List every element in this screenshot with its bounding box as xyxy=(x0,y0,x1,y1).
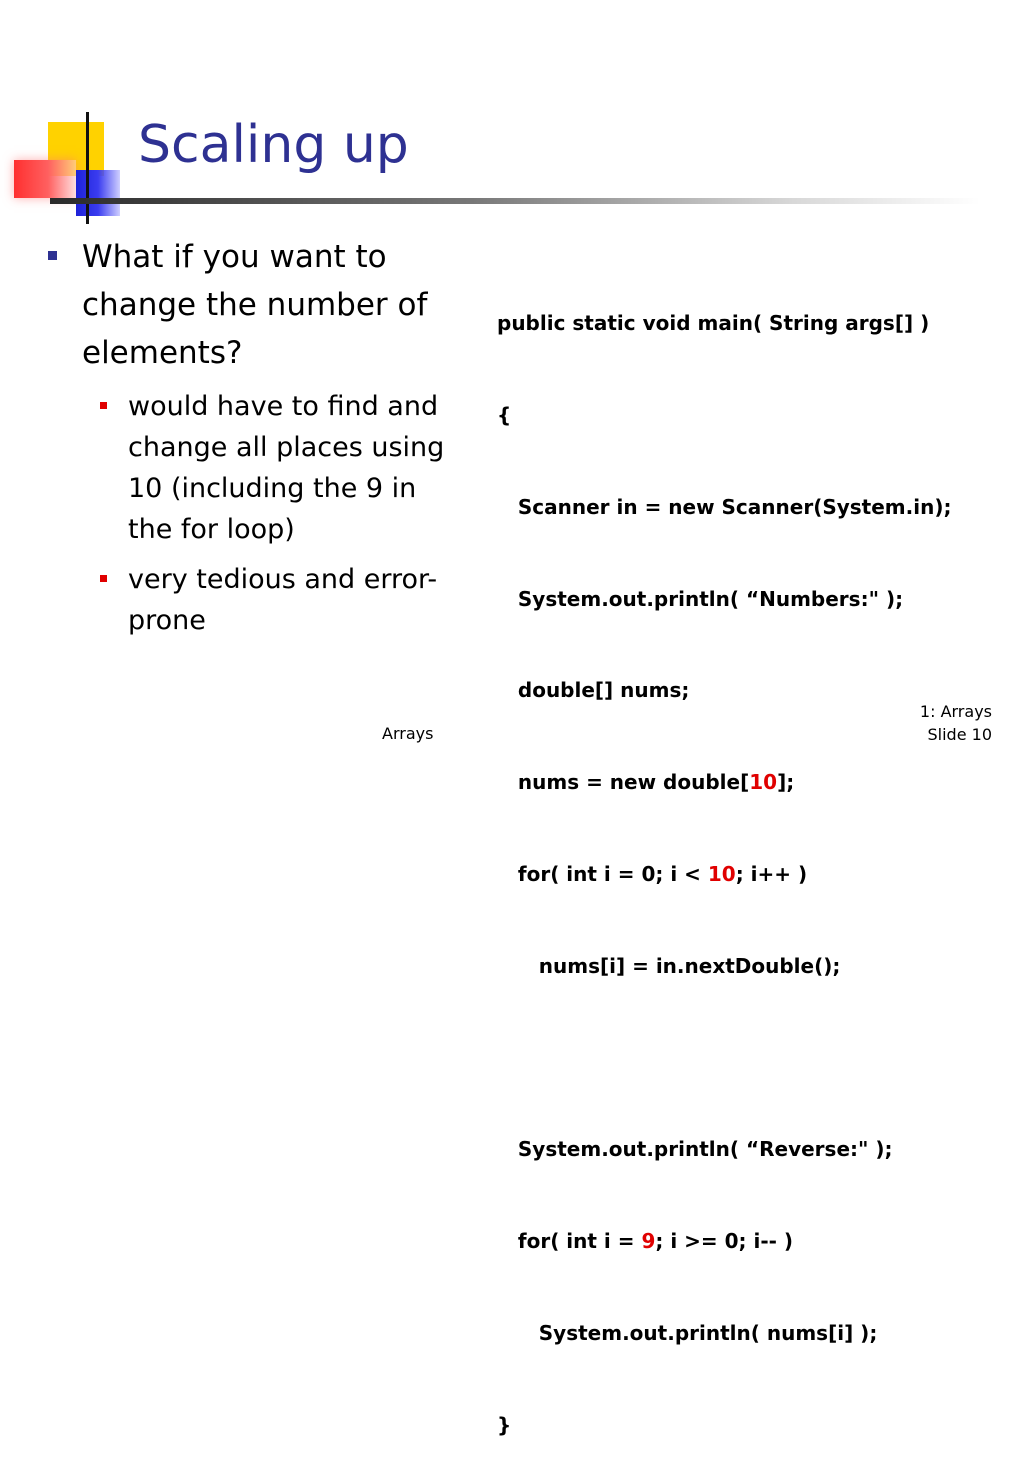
code-text: nums = new double[ xyxy=(497,770,750,795)
code-text: System.out.println( “Numbers:" ); xyxy=(497,586,904,611)
logo-red-square xyxy=(14,160,76,198)
logo-blue-square xyxy=(76,170,120,216)
code-line xyxy=(497,584,951,615)
sub-bullet-text: would have to find and change all places using 10 (including the 9 in the for loop) xyxy=(128,391,445,545)
code-text: } xyxy=(497,1412,512,1437)
code-line xyxy=(497,492,951,523)
code-line xyxy=(497,1042,951,1073)
sub-bullet-item xyxy=(44,559,464,641)
code-text: ]; xyxy=(777,770,795,795)
code-text: { xyxy=(497,402,512,427)
code-text: for( int i = xyxy=(497,1229,642,1253)
sub-bullet-item xyxy=(44,386,464,550)
code-text: nums[i] = in.nextDouble(); xyxy=(497,953,841,978)
slide-title: Scaling up xyxy=(138,115,409,175)
code-text: Scanner in = new Scanner(System.in); xyxy=(497,494,952,519)
code-line xyxy=(497,1410,951,1441)
code-line xyxy=(497,675,951,706)
code-highlight: 10 xyxy=(749,770,778,795)
footer-slide-info xyxy=(920,700,992,746)
logo-vertical-line xyxy=(86,112,89,224)
code-line xyxy=(497,1318,951,1349)
code-text: System.out.println( nums[i] ); xyxy=(497,1320,878,1345)
code-text: System.out.println( “Reverse:" ); xyxy=(497,1137,893,1162)
code-line xyxy=(497,1134,951,1165)
code-text: for( int i = 0; i < xyxy=(497,861,708,886)
code-line xyxy=(497,308,951,339)
code-text: public static void main( String args[] ) xyxy=(497,311,930,336)
footer-course-title: Arrays xyxy=(382,724,434,743)
code-line xyxy=(497,1226,951,1257)
code-line xyxy=(497,767,951,798)
code-text: ; i >= 0; i-- ) xyxy=(655,1229,794,1253)
sub-bullet-square-icon xyxy=(100,575,107,582)
bullet-text: What if you want to change the number of elements? xyxy=(82,239,428,371)
code-highlight: 10 xyxy=(707,861,736,886)
code-text: ; i++ ) xyxy=(735,861,808,886)
footer-slide-number: Slide 10 xyxy=(927,725,992,744)
footer-section: 1: Arrays xyxy=(919,702,992,721)
code-line xyxy=(497,859,951,890)
bullet-list xyxy=(44,233,464,641)
code-block xyxy=(497,247,951,1471)
bullet-square-icon xyxy=(48,251,57,260)
code-line xyxy=(497,400,951,431)
sub-bullet-text: very tedious and error-prone xyxy=(128,564,438,636)
code-highlight: 9 xyxy=(641,1229,656,1253)
sub-bullet-square-icon xyxy=(100,402,107,409)
code-text: double[] nums; xyxy=(497,678,690,703)
title-underline xyxy=(50,198,980,204)
code-line xyxy=(497,951,951,982)
bullet-item xyxy=(44,233,464,377)
slide-logo-decoration xyxy=(0,0,160,240)
